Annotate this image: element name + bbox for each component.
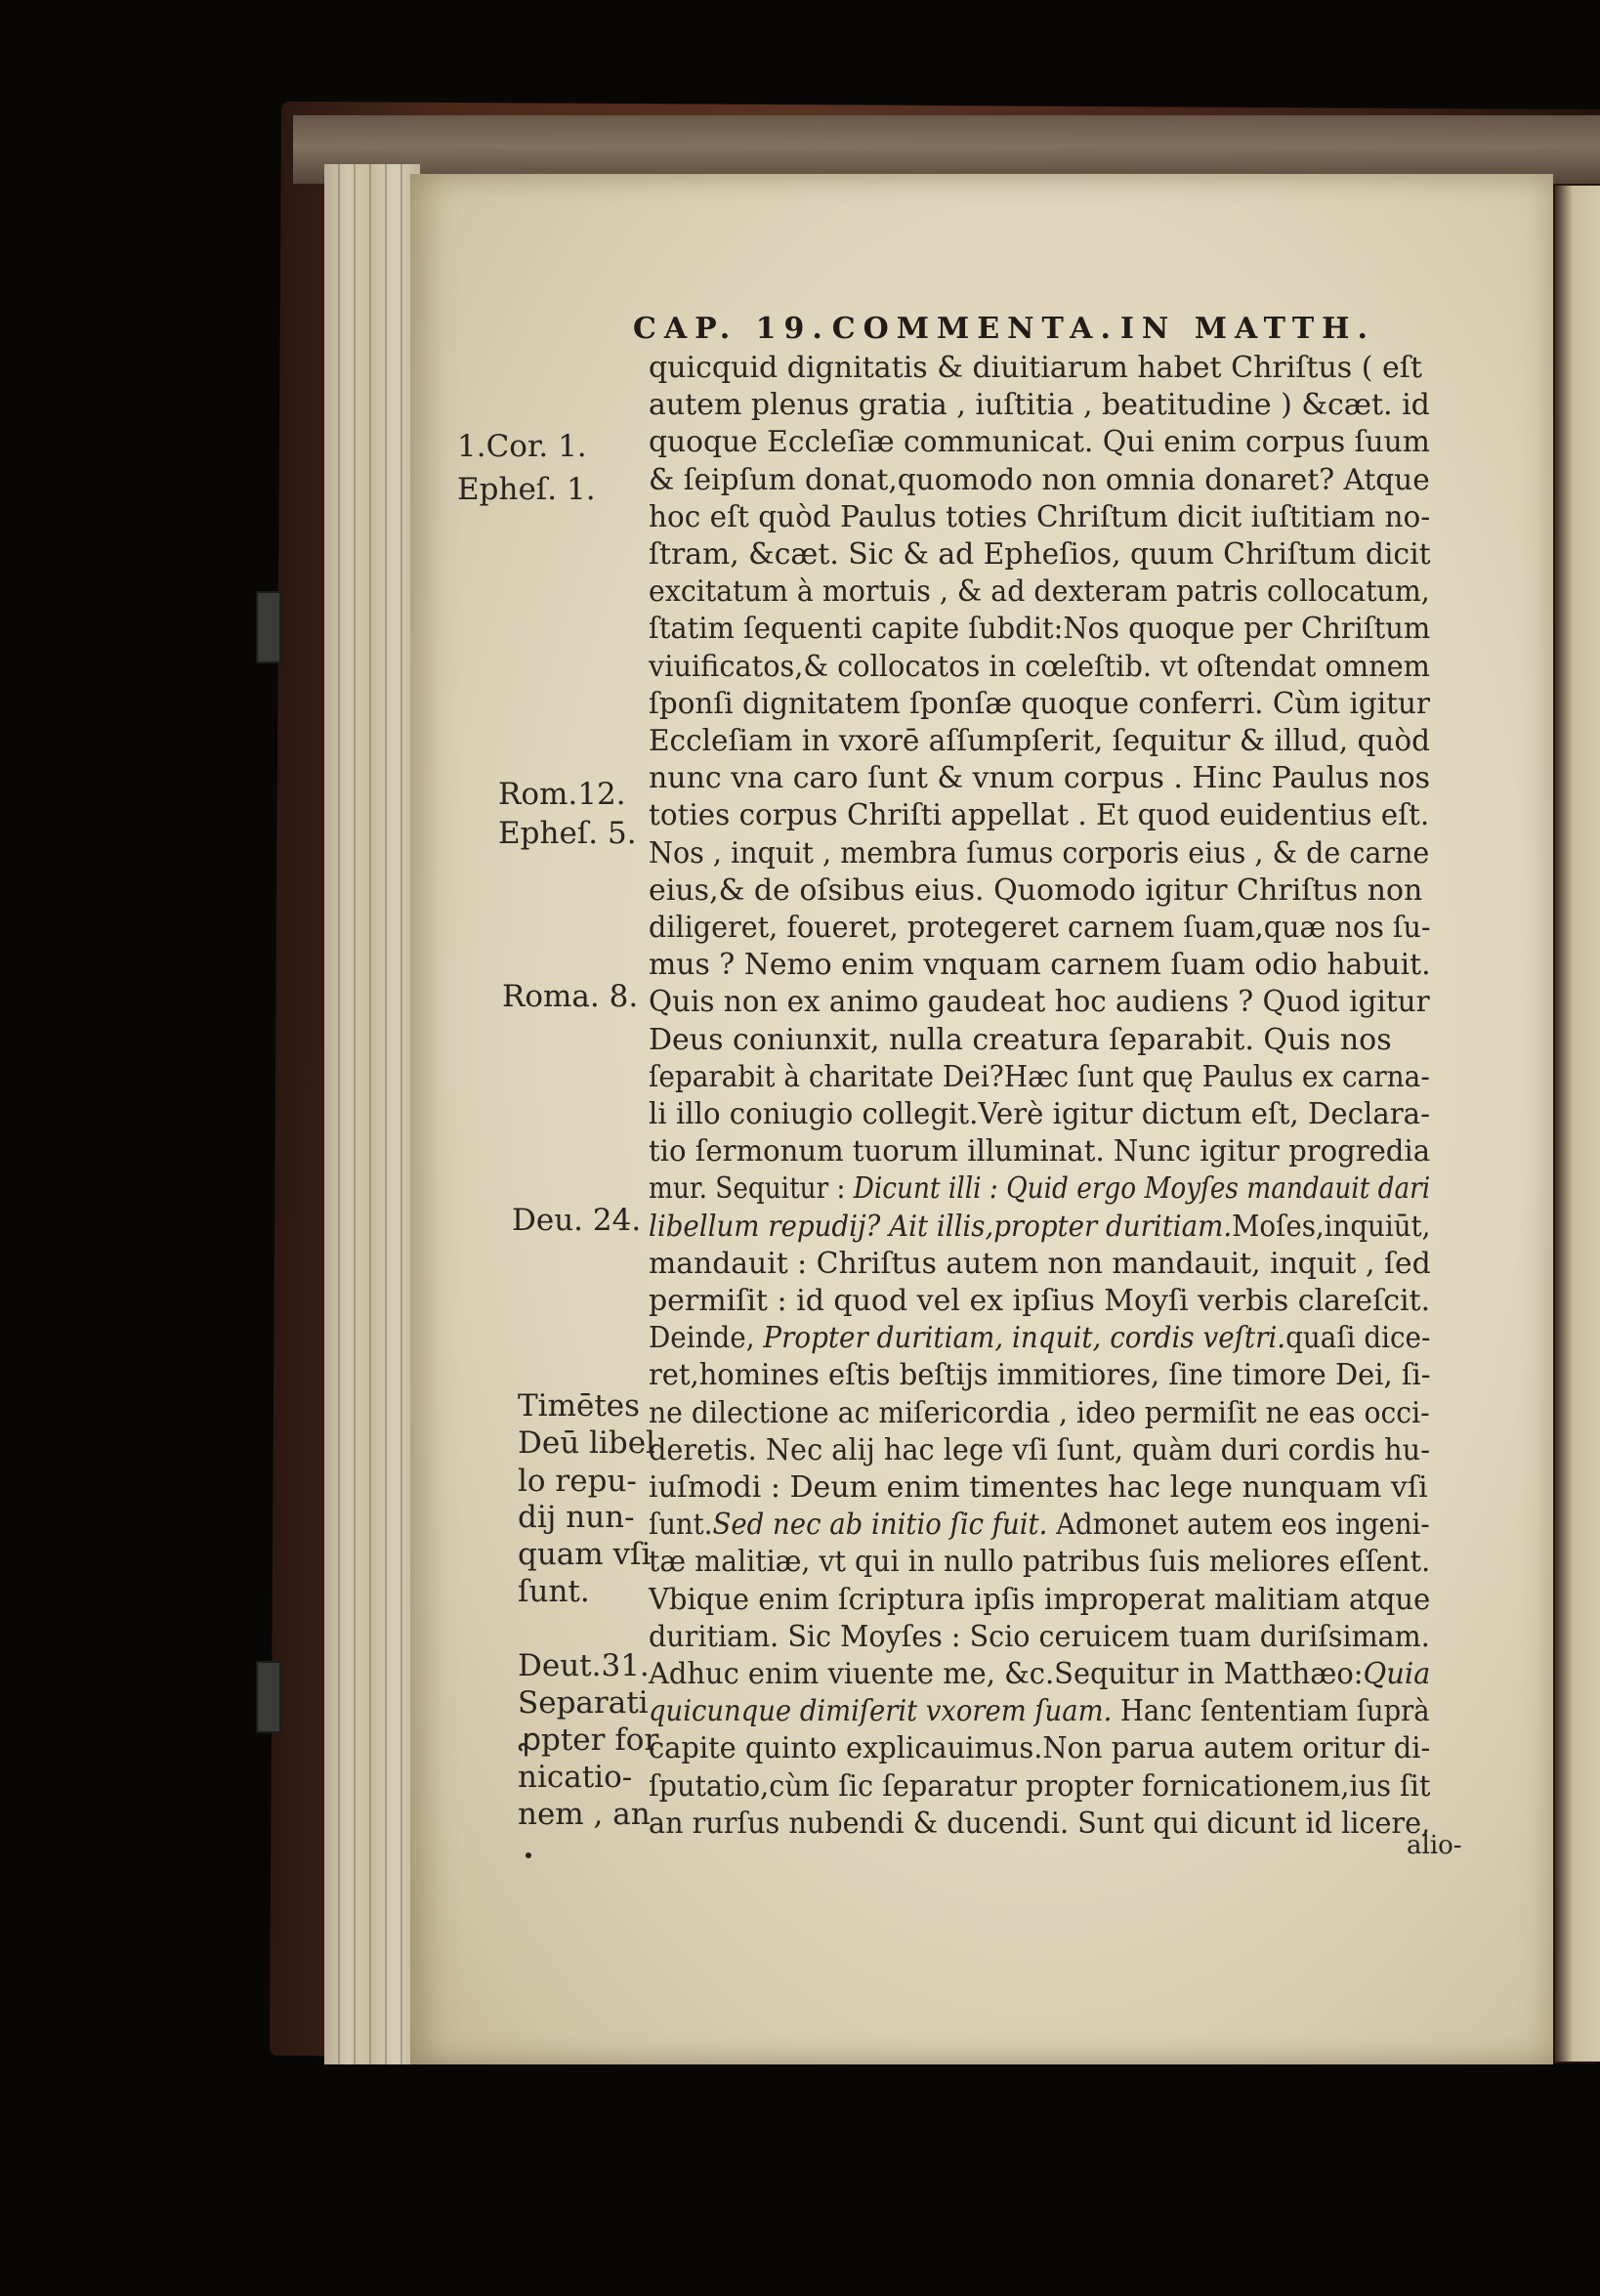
line-text: Eccleſiam in vxorē aſſumpſerit, ſequitur & illud, quòd [649,724,1431,758]
body-line [649,575,1430,609]
margin-note: Epheſ. 1. [457,472,596,507]
body-line [649,1397,1430,1430]
body-line [649,874,1422,908]
margin-note: dij nun- [518,1500,635,1535]
line-text: Hanc ſententiam ſuprà [1112,1694,1430,1728]
line-text: Adhuc enim viuente me, &c.Sequitur in Matthæo: [649,1657,1364,1691]
body-line [649,837,1429,871]
body-line [649,426,1430,459]
line-text: hoc eſt quòd Paulus toties Chriſtum dicit iuſtitiam no- [649,500,1431,534]
line-text: quoque Eccleſiæ communicat. Qui enim corpus ſuum [649,425,1430,459]
line-text: Nos , inquit , membra ſumus corporis eius , & de carne [649,836,1430,871]
body-line [649,1024,1392,1057]
line-text: Admonet autem eos ingeni- [1047,1508,1430,1542]
body-line [649,1211,1430,1244]
line-text: permiſit : id quod vel ex ipſius Moyſi verbis clareſcit. [649,1284,1431,1318]
margin-note: 1.Cor. 1. [457,429,587,464]
line-text: iuſmodi : Deum enim timentes hac lege nunquam vſi [649,1470,1428,1505]
body-line [649,1509,1430,1542]
italic-text: Dicunt illi : Quid ergo Moyſes mandauit dari [853,1171,1431,1206]
line-text: duritiam. Sic Moyſes : Scio ceruicem tuam duriſsimam. [649,1620,1430,1654]
body-line [649,1285,1430,1318]
line-text: ſtram, &cæt. Sic & ad Epheſios, quum Chriſtum dicit [649,537,1431,572]
body-line [649,613,1430,646]
margin-note: nicatio- [518,1760,633,1795]
body-line [649,389,1430,422]
line-text: an rurſus nubendi & ducendi. Sunt qui dicunt id licere, [649,1807,1431,1841]
line-text: Deus coniunxit, nulla creatura ſeparabit. Quis nos [649,1023,1392,1057]
italic-text: libellum repudij? Ait illis,propter duritiam. [649,1210,1233,1244]
line-text: diligeret, foueret, protegeret carnem ſuam,quæ nos ſu- [649,911,1431,945]
line-text: ſunt. [649,1508,713,1542]
body-line [649,949,1431,982]
header-title: COMMENTA. [831,311,1118,346]
body-line [649,1732,1430,1765]
line-text: li illo coniugio collegit.Verè igitur dictum eſt, Declara- [649,1097,1430,1131]
line-text: ſponſi dignitatem ſponſæ quoque conferri. Cùm igitur [649,687,1430,721]
body-line [649,1807,1430,1841]
line-text: Deinde, [649,1321,764,1355]
body-line [649,352,1422,385]
body-line [649,1546,1430,1579]
line-text: ſeparabit à charitate Dei?Hæc ſunt quę Paulus ex carna- [649,1060,1430,1094]
body-line [649,799,1429,832]
line-text: quicquid dignitatis & diuitiarum habet Chriſtus ( eſt [649,351,1422,385]
line-text: toties corpus Chriſti appellat . Et quod euidentius eſt. [649,798,1430,832]
clasp-lower [256,1661,281,1733]
line-text: viuificatos,& collocatos in cœleſtib. vt oſtendat omnem [649,650,1430,684]
body-line [649,538,1431,572]
line-text: tio ſermonum tuorum illuminat. Nunc igitur progredia [649,1134,1431,1169]
body-line [649,1471,1428,1505]
italic-text: Quia [1363,1657,1431,1691]
body-line [649,1695,1430,1728]
margin-note: nem , an [518,1797,651,1832]
page-stack [324,164,420,2064]
body-line [649,1770,1430,1804]
line-text: ſtatim ſequenti capite ſubdit:Nos quoque per Chriſtum [649,612,1431,646]
line-text: mur. Sequitur : [649,1171,854,1206]
line-text: ſputatio,cùm ſic ſeparatur propter fornicationem,ius ſit [649,1769,1431,1804]
line-text: autem plenus gratia , iuſtitia , beatitudine ) &cæt. id [649,388,1430,422]
line-text: ne dilectione ac miſericordia , ideo permiſit ne eas occi- [649,1396,1430,1430]
body-line [649,1098,1430,1131]
running-header [633,305,1375,352]
margin-note: Deut.31. [518,1648,650,1683]
catchword: alio- [1407,1831,1462,1860]
line-text: nunc vna caro ſunt & vnum corpus . Hinc Paulus nos [649,761,1430,795]
facing-page-edge [1555,186,1600,2062]
line-text: quaſi dice- [1285,1321,1431,1355]
line-text: & ſeipſum donat,quomodo non omnia donaret? Atque [649,463,1430,497]
clasp-upper [256,591,281,663]
margin-note: Epheſ. 5. [498,816,637,851]
body-line [649,1061,1430,1094]
margin-note: Roma. 8. [502,979,639,1014]
line-text: ret,homines eſtis beſtijs immitiores, ſine timore Dei, ſi- [649,1358,1431,1392]
line-text: mandauit : Chriſtus autem non mandauit, inquit , ſed [649,1247,1431,1281]
body-line [649,1584,1430,1617]
margin-note: Deu. 24. [512,1203,642,1238]
line-text: deretis. Nec alij hac lege vſi ſunt, quàm duri cordis hu- [649,1433,1430,1467]
body-line [649,986,1430,1019]
body-line [649,1434,1430,1467]
header-chapter: CAP. 19. [633,311,830,346]
body-line [649,762,1430,795]
line-text: Vbique enim ſcriptura ipſis improperat malitiam atque [649,1583,1431,1617]
line-text: eius,& de oſsibus eius. Quomodo igitur Chriſtus non [649,873,1423,908]
margin-note: Timētes [518,1388,641,1424]
line-text: tæ malitiæ, vt qui in nullo patribus ſuis meliores eſſent. [649,1545,1431,1579]
italic-text: Propter duritiam, inquit, cordis veſtri. [763,1321,1286,1355]
margin-note: quam vſi [518,1537,652,1572]
margin-note: Rom.12. [498,777,626,812]
body-line [649,1658,1430,1691]
body-line [649,1359,1431,1392]
body-line [649,1248,1431,1281]
body-line [649,1621,1430,1654]
margin-note: lo repu- [518,1464,637,1499]
body-line [649,1322,1430,1355]
line-text: Moſes,inquiūt, [1232,1210,1431,1244]
line-text: mus ? Nemo enim vnquam carnem ſuam odio habuit. [649,948,1431,982]
italic-text: quicunque dimiſerit vxorem ſuam. [649,1694,1113,1728]
margin-note: ſunt. [518,1574,590,1609]
header-book: IN MATTH. [1119,311,1375,346]
body-line [649,501,1430,534]
body-line [649,464,1430,497]
ink-dot [526,1852,531,1858]
body-line [649,651,1430,684]
margin-note: Separati [518,1685,649,1721]
line-text: capite quinto explicauimus.Non parua autem oritur di- [649,1731,1431,1765]
body-line [649,1172,1430,1206]
margin-note: ꝓpter for [518,1722,659,1758]
line-text: Quis non ex animo gaudeat hoc audiens ? Quod igitur [649,985,1430,1019]
body-line [649,912,1431,945]
body-line [649,688,1430,721]
body-line [649,1135,1430,1169]
line-text: excitatum à mortuis , & ad dexteram patris collocatum, [649,574,1430,609]
italic-text: Sed nec ab initio ſic fuit. [712,1508,1048,1542]
margin-note: Deū libel [518,1425,655,1461]
body-line [649,725,1430,758]
